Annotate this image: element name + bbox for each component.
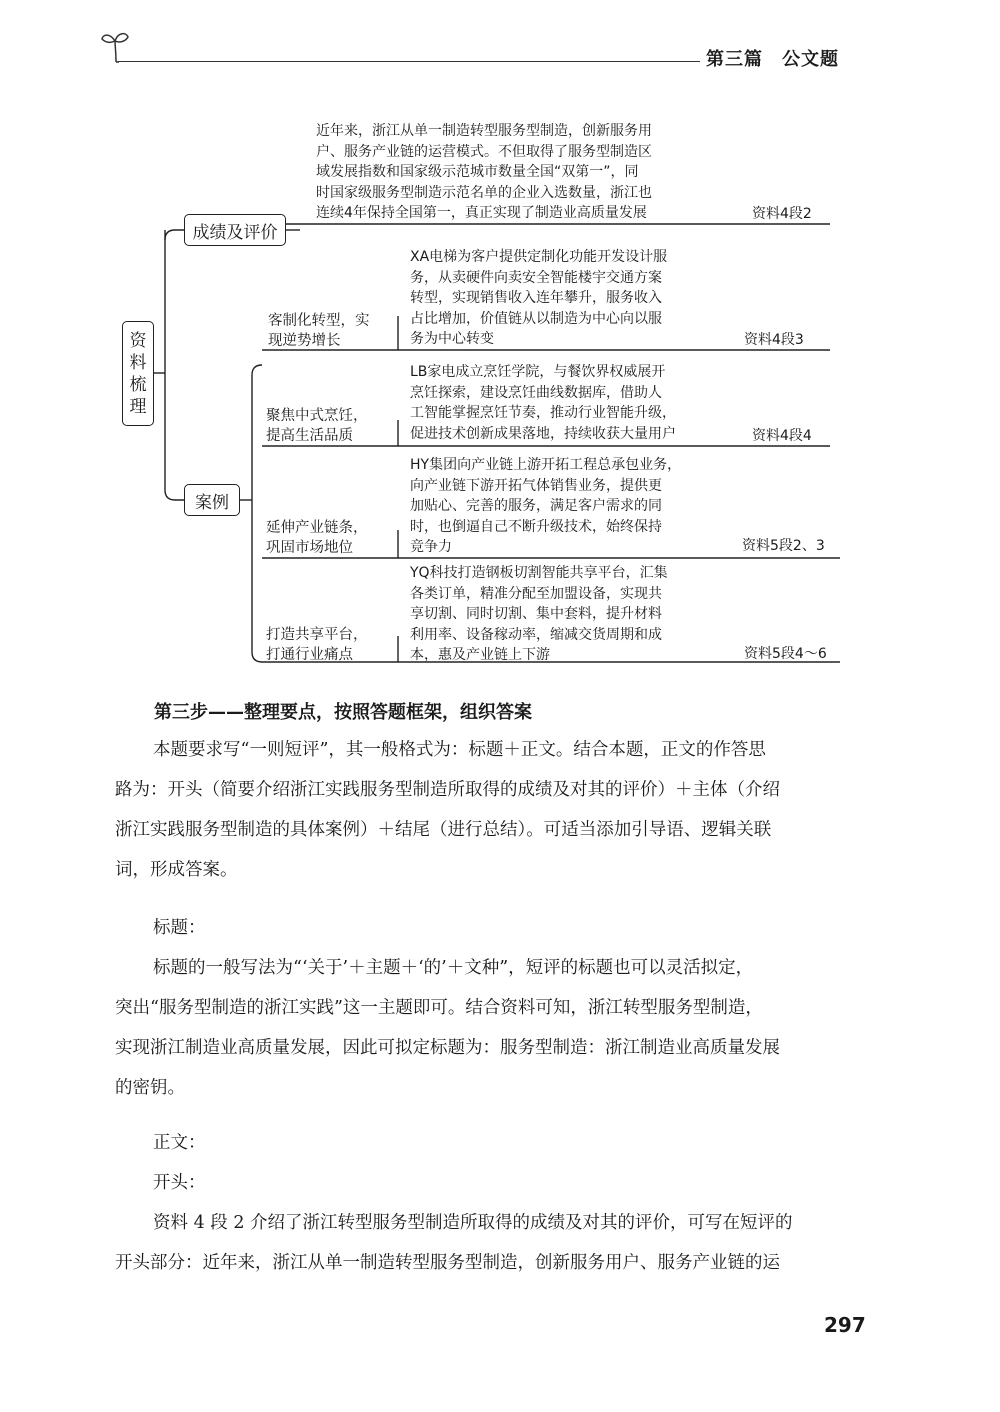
paragraph-line: 本题要求写“一则短评”，其一般格式为：标题＋正文。结合本题，正文的作答思 bbox=[153, 740, 766, 760]
paragraph-line: 开头部分：近年来，浙江从单一制造转型服务型制造，创新服务用户、服务产业链的运 bbox=[115, 1253, 780, 1273]
paragraph-line: 标题的一般写法为“‘关于’＋主题＋‘的’＋文种”，短评的标题也可以灵活拟定， bbox=[153, 958, 754, 978]
body-label bbox=[115, 1123, 860, 1163]
paragraph-line: 的密钥。 bbox=[115, 1078, 185, 1098]
header-title: 第三篇 公文题 bbox=[706, 49, 839, 70]
page-number: 297 bbox=[824, 1313, 866, 1337]
branch-achievements-source: 资料4段2 bbox=[752, 206, 812, 222]
case-text: HY集团向产业链上游开拓工程总承包业务， 向产业链下游开拓气体销售业务，提供更 加贴心、完善的服务，满足客户需求的同 时，也倒逼自己不断升级技术，始终保持 竞争力 bbox=[410, 457, 682, 555]
case-source: 资料4段3 bbox=[744, 332, 804, 348]
branch-achievements-label: 成绩及评价 bbox=[192, 222, 278, 243]
opening-label-text: 开头： bbox=[153, 1173, 206, 1193]
case-text: LB家电成立烹饪学院，与餐饮界权威展开 烹饪探索，建设烹饪曲线数据库，借助人 工智能掌握烹饪节奏，推动行业智能升级， 促进技术创新成果落地，持续收获大量用户 bbox=[410, 364, 676, 442]
opening-label bbox=[115, 1163, 860, 1203]
paragraph-line: 路为：开头（简要介绍浙江实践服务型制造所取得的成绩及对其的评价）＋主体（介绍 bbox=[115, 780, 780, 800]
paragraph-line: 词，形成答案。 bbox=[115, 860, 238, 880]
branch-achievements-text: 近年来，浙江从单一制造转型服务型制造，创新服务用 户、服务产业链的运营模式。不但取得了服务型制造区 域发展指数和国家级示范城市数量全国“双第一”，同 时国家级服务型制造示范名单的企业入选数量，浙江也 连续4年保持全国第一，真正实现了制造业高质量发展 bbox=[316, 123, 652, 221]
case-label: 客制化转型，实 现逆势增长 bbox=[268, 313, 370, 349]
case-source: 资料5段2、3 bbox=[742, 538, 825, 554]
paragraph-line: 实现浙江制造业高质量发展，因此可拟定标题为：服务型制造：浙江制造业高质量发展 bbox=[115, 1038, 780, 1058]
case-source: 资料5段4～6 bbox=[744, 646, 827, 662]
case-source: 资料4段4 bbox=[752, 428, 812, 444]
body-label-text: 正文： bbox=[153, 1133, 206, 1153]
mindmap-root-label: 资料梳理 bbox=[129, 330, 147, 417]
paragraph-line: 资料 4 段 2 介绍了浙江转型服务型制造所取得的成绩及对其的评价，可写在短评的 bbox=[153, 1213, 793, 1233]
paragraph-approach bbox=[115, 730, 860, 890]
branch-achievements-box bbox=[184, 214, 286, 246]
paragraph-line: 突出“服务型制造的浙江实践”这一主题即可。结合资料可知，浙江转型服务型制造， bbox=[115, 998, 763, 1018]
case-text: YQ科技打造钢板切割智能共享平台，汇集 各类订单，精准分配至加盟设备，实现共 享切割、同时切割、集中套料，提升材料 利用率、设备稼动率，缩减交货周期和成 本，惠及产业链上下游 bbox=[410, 565, 668, 663]
paragraph-opening bbox=[115, 1203, 860, 1283]
branch-cases-box bbox=[184, 484, 240, 516]
step-heading: 第三步——整理要点，按照答题框架，组织答案 bbox=[154, 702, 532, 723]
mindmap-root-box bbox=[122, 321, 154, 426]
case-text: XA电梯为客户提供定制化功能开发设计服 务，从卖硬件向卖安全智能楼宇交通方案 转型，实现销售收入连年攀升，服务收入 占比增加，价值链从以制造为中心向以服 务为中心转变 bbox=[410, 249, 668, 347]
paragraph-line: 浙江实践服务型制造的具体案例）＋结尾（进行总结）。可适当添加引导语、逻辑关联 bbox=[115, 820, 772, 840]
paragraph-title-method bbox=[115, 948, 860, 1108]
title-label-text: 标题： bbox=[153, 918, 206, 938]
case-label: 延伸产业链条， 巩固市场地位 bbox=[266, 520, 368, 556]
branch-cases-label: 案例 bbox=[195, 492, 229, 513]
title-label bbox=[115, 908, 860, 948]
case-label: 打造共享平台， 打通行业痛点 bbox=[266, 627, 368, 663]
case-label: 聚焦中式烹饪， 提高生活品质 bbox=[266, 408, 368, 444]
